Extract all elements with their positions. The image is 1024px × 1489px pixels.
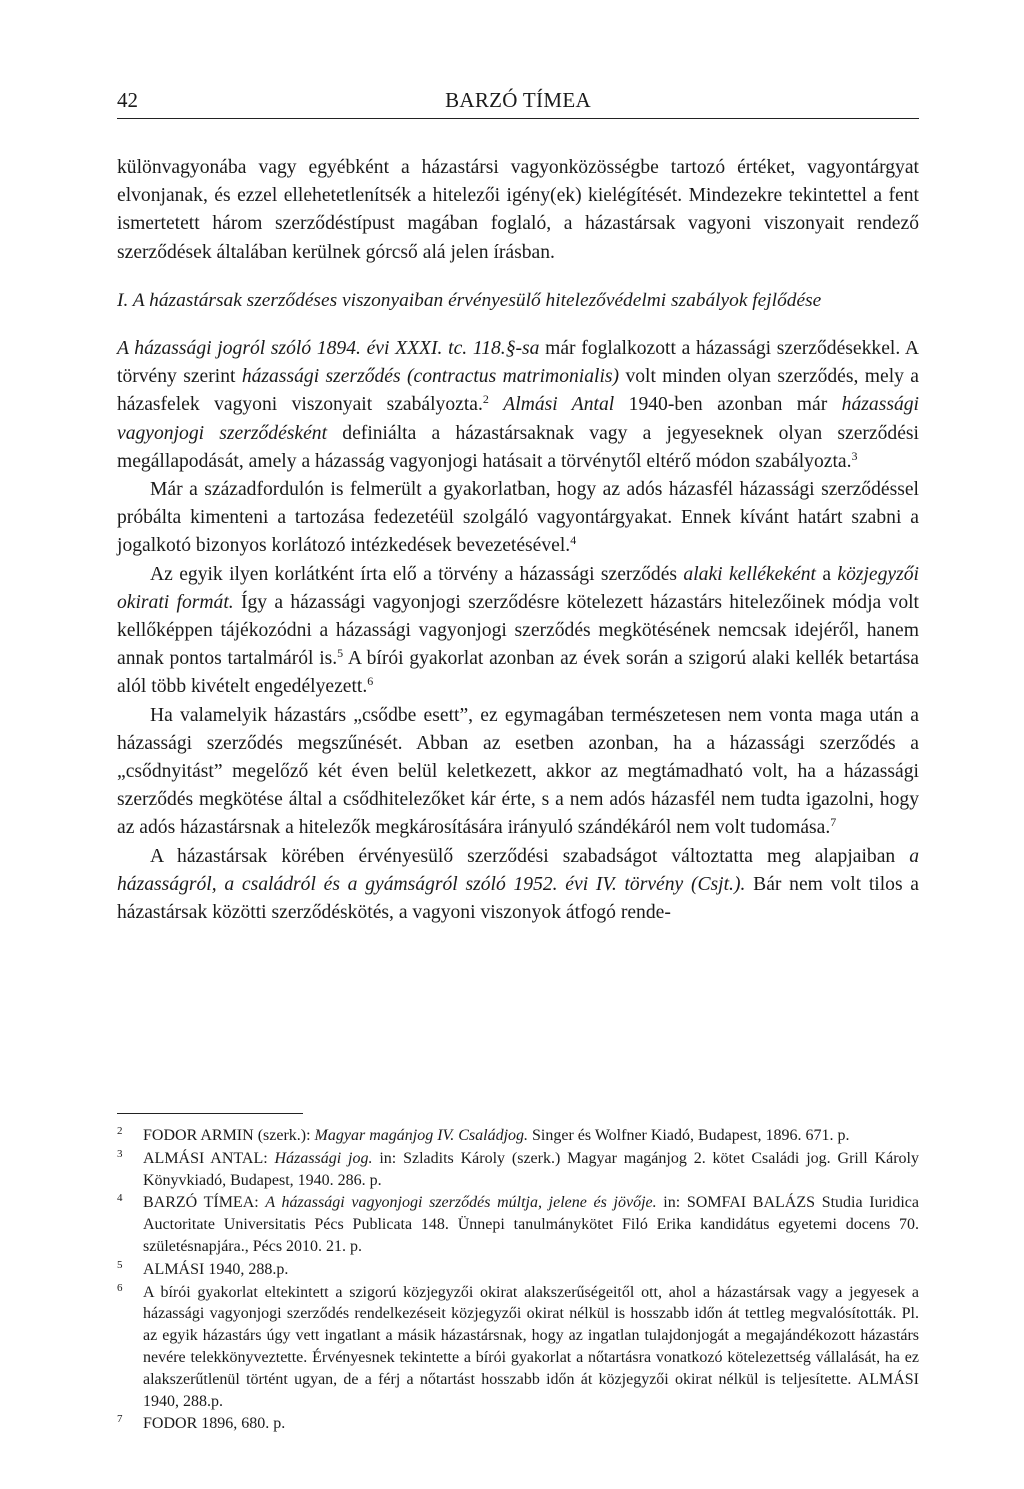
footnote-number: 7 (117, 1413, 123, 1426)
footnote-ref-4[interactable]: 4 (570, 533, 577, 548)
footnote-text: : (254, 1194, 266, 1212)
paragraph-5: A házastársak körében érvényesülő szerződési szabadságot változtatta meg alapjaiban a házasságról, a családról és a gyámságról szóló 1952. évi IV. törvény (Csjt.). Bár nem volt tilos a házastársak közötti szerződéskötés, a vagyoni viszonyok átfogó rende- (117, 845, 919, 924)
author-name: FODOR (143, 1415, 198, 1433)
footnote-text: A bírói gyakorlat eltekintett a szigorú közjegyzői okirat alakszerűségeitől ott, ahol a házastársak vagy a jegyesek a házassági vagyonjogi szerződés rendelkezéseit közjegyzői okirat nélkül is hosszabb időn át tettleg megvalósították. Pl. az egyik házastárs úgy vett ingatlant a másik házastársnak, hogy az ingatlan tulajdonjogát a megajándékozott házastárs nevére telekkönyveztette. Érvényesnek tekintette a bírói gyakorlat a nőtartásra vonatkozó kötelezettség vállalását, ha ez alakszerűtlenül történt ugyan, de a férj a nőtartást hosszabb időn át közjegyzői okirat nélkül is teljesítette. (143, 1283, 919, 1388)
section-heading: I. A házastársak szerződéses viszonyaiban érvényesülő hitelezővédelmi szabályok fejlődése (117, 289, 822, 311)
footnote-number: 6 (117, 1281, 123, 1294)
footnote-7 (117, 1413, 919, 1435)
paragraph-2: Már a századfordulón is felmerült a gyakorlatban, hogy az adós házasfél házassági szerződéssel próbálta kimenteni a tartozása fedezetéül szolgáló vagyontárgyakat. Ennek kívánt határt szabni a jogalkotó bizonyos korlátozó intézkedések bevezetésével.$^4$ (117, 479, 919, 557)
author-name: ALMÁSI ANTAL (143, 1149, 264, 1167)
footnote-ref-6[interactable]: 6 (367, 674, 374, 689)
footnote-2 (117, 1125, 919, 1147)
author-name: Almási Antal (503, 394, 615, 416)
footnote-ref-2[interactable]: 2 (482, 392, 489, 407)
footnote-ref-3[interactable]: 3 (851, 448, 858, 463)
paragraph-1: A házassági jogról szóló 1894. évi XXXI. tc. 118.§-sa már foglalkozott a házassági szerződésekkel. A törvény szerint házassági szerződés (contractus matrimonialis) volt minden olyan szerződés, mely a házasfelek vagyoni viszonyait szabályozta.$^2$ Almási Antal 1940-ben azonban már házassági vagyonjogi szerződésként definiálta a házastársaknak vagy a jegyeseknek olyan szerződési megállapodását, amely a házasság vagyonjogi hatásait a törvénytől eltérő módon szabályozta.$^3$ (117, 338, 919, 472)
footnote-text: in: (656, 1194, 687, 1212)
footnote-text: : (263, 1149, 275, 1167)
footnote-text: Studia Iuridica Auctoritate Universitatis Pécs Publicata 148. Ünnepi tanulmánykötet Filó Erika kandidátus egyetemi docens 70. születésnapjára., Pécs 2010. 21. p. (143, 1194, 920, 1255)
author-name: FODOR ARMIN (143, 1127, 254, 1144)
footnote-text: 1896, 680. p. (197, 1415, 286, 1433)
footnote-ref-7[interactable]: 7 (830, 815, 837, 830)
footnote-text: 1940, 288.p. (143, 1392, 223, 1410)
law-citation: A házassági jogról szóló 1894. évi XXXI. tc. 118.§-sa (117, 338, 540, 360)
work-title: Házassági jog. (274, 1149, 373, 1167)
footnote-6 (117, 1282, 919, 1413)
footnotes (117, 1125, 919, 1436)
paragraph-3: Az egyik ilyen korlátként írta elő a törvény a házassági szerződés alaki kellékeként a közjegyzői okirati formát. Így a házassági vagyonjogi szerződésre kötelezett házastárs hitelezőinek módja volt kellőképpen tájékozódni a házassági vagyonjogi szerződés megkötésének nemcsak idejéről, hanem annak pontos tartalmáról is.$^5$ A bírói gyakorlat azonban az évek során a szigorú alaki kellék betartása alól több kivételt engedélyezett.$^6$ (117, 563, 920, 698)
work-title: A házassági vagyonjogi szerződés múltja, jelene és jövője. (265, 1194, 657, 1212)
footnote-number: 3 (117, 1147, 123, 1160)
author-name: ALMÁSI (857, 1370, 919, 1388)
footnote-text: 1940, 288.p. (204, 1260, 289, 1278)
page-header (117, 88, 919, 119)
footnote-number: 4 (117, 1192, 123, 1205)
running-title: BARZÓ TÍMEA (445, 88, 591, 112)
footnote-text: in: Szladits Károly (szerk.) Magyar magánjog 2. kötet Családi jog. Grill Károly Könyvkiadó, Budapest, 1940. 286. p. (143, 1149, 920, 1189)
footnote-ref-5[interactable]: 5 (337, 646, 344, 661)
term-contractus: házassági szerződés (contractus matrimonialis) (241, 366, 620, 388)
footnote-4 (117, 1192, 919, 1257)
footnote-text: Singer és Wolfner Kiadó, Budapest, 1896. 671. p. (528, 1127, 850, 1144)
author-name: ALMÁSI (143, 1260, 205, 1278)
term-definition: házassági vagyonjogi szerződésként (117, 394, 919, 444)
paragraph-4: Ha valamelyik házastárs „csődbe esett”, ez egymagában természetesen nem vonta maga után a házassági szerződés megszűnését. Abban az esetben azonban, ha a házassági szerződés a „csődnyitást” megelőző két éven belül keletkezett, akkor az megtámadható volt, ha a házassági szerződés megkötése által a csődhitelezőket kár érte, s a nem adós házasfél nem tudta igazolni, hogy az adós házastársnak a hitelezők megkárosítására irányuló szándékáról nem volt tudomása.$^7$ (117, 704, 919, 839)
main-text (117, 154, 919, 927)
author-name: BARZÓ TÍMEA (143, 1194, 255, 1212)
footnote-separator (117, 1113, 303, 1114)
law-title-csjt: a házasságról, a családról és a gyámságról szóló 1952. évi IV. törvény (Csjt.). (117, 845, 919, 895)
footnote-text: (szerk.): (253, 1127, 315, 1144)
footnote-5 (117, 1259, 919, 1281)
footnote-number: 5 (117, 1258, 123, 1271)
work-title: Magyar magánjog IV. Családjog. (314, 1127, 529, 1144)
author-name: SOMFAI BALÁZS (686, 1194, 816, 1212)
footnote-3 (117, 1148, 919, 1192)
paragraph-continuation: különvagyonába vagy egyébként a házastársi vagyonközösségbe tartozó értéket, vagyontárgyat elvonjanak, és ezzel ellehetetlenítsék a hitelezői igény(ek) kielégítését. Mindezekre tekintettel a fent ismertetett három szerződéstípust magában foglaló, a házastársak vagyoni viszonyait rendező szerződések általában kerülnek górcső alá jelen írásban. (117, 157, 919, 263)
footnote-number: 2 (117, 1125, 123, 1137)
page-number: 42 (117, 88, 138, 112)
